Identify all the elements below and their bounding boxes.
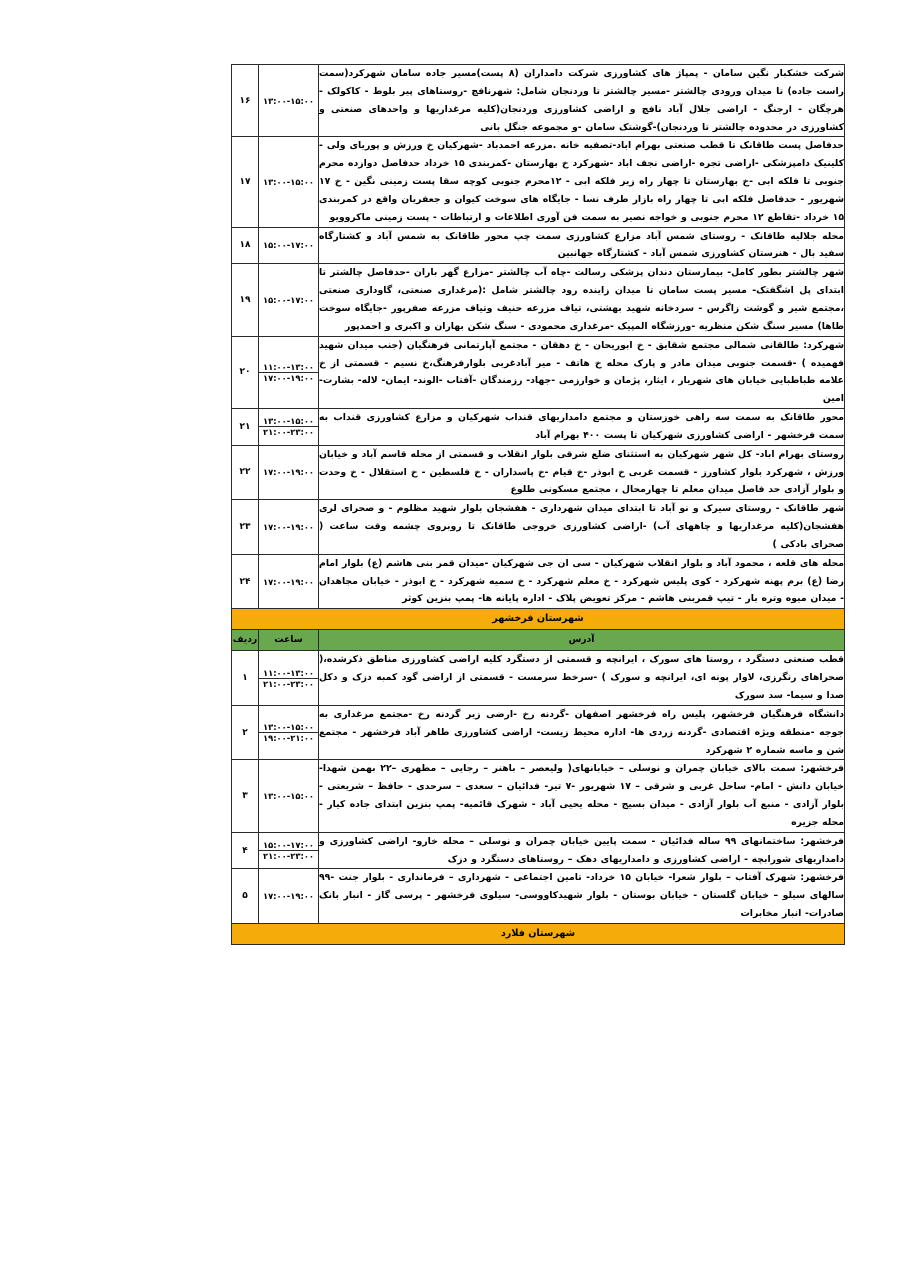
outage-time-slot: ۱۳:۰۰-۱۵:۰۰ bbox=[262, 722, 315, 733]
outage-time-slot: ۱۳:۰۰-۱۵:۰۰ bbox=[262, 416, 315, 427]
row-number: ۵ bbox=[232, 869, 259, 924]
table-row bbox=[232, 554, 845, 609]
outage-time-cell bbox=[259, 409, 319, 446]
outage-address: محله جلالیه طاقانک - روستای شمس آباد مزارع کشاورزی سمت چپ محور طاقانک به شمس آباد و کشتارگاه سفید بال - هنرستان کشاورزی شمس آباد - کشتارگاه جهانبین bbox=[319, 227, 845, 264]
outage-address: محله های قلعه ، محمود آباد و بلوار انقلاب شهرکیان - سی ان جی شهرکیان -میدان قمر بنی هاشم (ع) بلوار امام رضا (ع) برم پهنه شهرکرد - کوی پلیس شهرکرد - خ معلم شهرکرد - خ سمیه شهرکرد - خ ابوذر - خیابان مجاهدان - میدان میوه وتره بار - تیپ قمربنی هاشم - مرکز تعویض پلاک - اداره پایانه ها- پمپ بنزین کوثر bbox=[319, 554, 845, 609]
outage-time-cell bbox=[259, 705, 319, 760]
outage-address: دانشگاه فرهنگیان فرخشهر، پلیس راه فرخشهر اصفهان -گردنه رخ -ارضی زیر گردنه رخ -مجتمع مرغداری به جوجه -منطقه ویژه اقتصادی -گردنه زردی ها- اداره محیط زیست- اراضی کشاورزی طاهر آباد فرخشهر - مجتمع شن و ماسه شماره ۲ شهرکرد bbox=[319, 705, 845, 760]
outage-address: شهر چالشتر بطور کامل- بیمارستان دندان پزشکی رسالت -چاه آب چالشتر -مزارع گهر باران -حدفاصل چالشتر تا ابتدای پل اشگفتک- مسیر پست سامان تا میدان زاینده رود چالشتر شامل :(مرغداری صنعتی، گاوداری صنعتی ،مجتمع شیر و گوشت زاگرس - سردخانه شهید بهشتی، تیاف مزرعه حنیف وتیاف مزرعه صفرپور -جایگاه سوخت طاها) مسیر سنگ شکن منظریه -ورزشگاه المپیک -مرغداری محمودی - سنگ شکن بهاران و اکبری و احمدپور bbox=[319, 264, 845, 336]
outage-address: شهر طاقانک - روستای سیرک و نو آباد تا ابتدای میدان شهرداری - هفشجان بلوار شهید مظلوم - و صحرای لری هفشجان(کلیه مرغداریها و چاههای آب) -اراضی کشاورزی خروجی طاقانک تا روبروی چشمه وقت ساعت ( صحرای بادکی ) bbox=[319, 500, 845, 555]
outage-address: روستای بهرام اباد- کل شهر شهرکیان به استثنای ضلع شرقی بلوار انقلاب و قسمتی از محله قاسم آباد و خیابان ورزش ، شهرکرد بلوار کشاورز - قسمت غربی خ ابوذر -خ قیام -خ پاسداران - خ فلسطین - خ استقلال - خ وحدت و بلوار آزادی حد فاصل میدان معلم تا چهارمحال ، مجتمع مسکونی طلوع bbox=[319, 445, 845, 500]
outage-time-slot: ۱۳:۰۰-۱۵:۰۰ bbox=[259, 137, 319, 227]
row-number: ۱۶ bbox=[232, 65, 259, 137]
outage-time-cell bbox=[259, 336, 319, 408]
outage-time-slot: ۱۷:۰۰-۱۹:۰۰ bbox=[259, 500, 319, 555]
outage-time-cell bbox=[259, 651, 319, 706]
outage-time-slot: ۱۱:۰۰-۱۳:۰۰ bbox=[262, 361, 315, 372]
outage-time-slot: ۲۱:۰۰-۲۳:۰۰ bbox=[259, 850, 318, 861]
row-number: ۲۴ bbox=[232, 554, 259, 609]
table-row bbox=[232, 264, 845, 336]
table-row bbox=[232, 760, 845, 832]
outage-address: فرخشهر: سمت بالای خیابان چمران و نوسلی – خیابانهای( ولیعصر – باهنر – رجایی – مطهری –۲۲ بهمن شهدا- خیابان دانش - امام- ساحل غربی و شرقی – ۱۷ شهریور -۷ تیر- فدائیان – سعدی – سرحدی - حافظ – شریعتی - بلوار آزادی - منبع آب بلوار آزادی - میدان بسیج - محله یحیی آباد - شهرک قائمیه- پمپ بنزین ابتدای جاده کیار - محله جزیره bbox=[319, 760, 845, 832]
row-number: ۲ bbox=[232, 705, 259, 760]
outage-time-slot: ۱۹:۰۰-۲۱:۰۰ bbox=[259, 732, 318, 743]
row-number: ۱ bbox=[232, 651, 259, 706]
row-number: ۱۹ bbox=[232, 264, 259, 336]
table-row bbox=[232, 500, 845, 555]
outage-address: فرخشهر: ساختمانهای ۹۹ ساله فدائیان - سمت پایین خیابان چمران و نوسلی – محله خارو- اراضی کشاورزی و دامداریهای شورابچه - اراضی کشاورزی و دامداریهای دهک – روستاهای دستگرد و دزک bbox=[319, 832, 845, 869]
outage-time-slot: ۱۵:۰۰-۱۷:۰۰ bbox=[259, 264, 319, 336]
outage-address: فرخشهر: شهرک آفتاب – بلوار شعرا- خیابان ۱۵ خرداد- تامین اجتماعی - شهرداری – فرمانداری - بلوار جنت -۹۹ سالهای سیلو – خیابان گلستان - خیابان بوستان - بلوار شهیدکاووسی- سیلوی فرخشهر - پرسی گاز - انبار بانک صادرات- انبار مخابرات bbox=[319, 869, 845, 924]
outage-schedule-table bbox=[231, 64, 845, 945]
outage-address: محور طاقانک به سمت سه راهی خوزستان و مجتمع دامداریهای قنداب شهرکیان و مزارع کشاورزی قنداب به سمت فرخشهر - اراضی کشاورزی شهرکیان تا پست ۴۰۰ بهرام آباد bbox=[319, 409, 845, 446]
outage-address: حدفاصل پست طاقانک تا قطب صنعتی بهرام اباد-تصفیه خانه .مزرعه احمدباد -شهرکیان خ ورزش و پوریای ولی - کلینیک دامپزشکی -اراضی تجره -اراضی نجف اباد -شهرکرد خ بهارستان -کمربندی ۱۵ خرداد حدفاصل دوازده محرم جنوبی تا فلکه ابی -خ بهارستان تا چهار راه زیر فلکه ابی - ۱۲محرم جنوبی کوچه سقا پست زمینی نگین - خ ۱۷ شهریور - حدفاصل فلکه ابی تا چهار راه بازار طرف نسا - جایگاه های سوخت کیوان و جعفریان واقع در کمربندی ۱۵ خرداد -تقاطع ۱۲ محرم جنوبی و خواجه نصیر به سمت فن آوری اطلاعات و ارتباطات - پست زمینی ماکروویو bbox=[319, 137, 845, 227]
row-number: ۱۸ bbox=[232, 227, 259, 264]
row-number: ۲۲ bbox=[232, 445, 259, 500]
outage-time-slot: ۱۷:۰۰-۱۹:۰۰ bbox=[259, 869, 319, 924]
section-header-row bbox=[232, 609, 845, 630]
row-number: ۲۰ bbox=[232, 336, 259, 408]
outage-time-slot: ۲۱:۰۰-۲۳:۰۰ bbox=[259, 426, 318, 437]
section-title: شهرستان فلارد bbox=[232, 923, 845, 944]
outage-time-cell bbox=[259, 832, 319, 869]
outage-address: قطب صنعتی دستگرد ، روستا های سورک ، ایرانچه و قسمتی از دستگرد کلیه اراضی کشاورزی مناطق ذکرشده،( صحراهای رنگرزی، لاوار پونه ای، ایرانچه و سورک ) -سرخط سرمست - قسمتی از اراضی گود کمبه دزک و دکل صدا و سیما- سد سورک bbox=[319, 651, 845, 706]
column-header-row-number: ردیف bbox=[232, 630, 259, 651]
schedule-table-container bbox=[232, 64, 845, 945]
outage-address: شرکت خشکبار نگین سامان - پمپاژ های کشاورزی شرکت دامداران (۸ پست)مسیر جاده سامان شهرکرد(سمت راست جاده) تا میدان ورودی چالشتر -مسیر چالشتر تا وردنجان شامل: شهرنافچ -روستاهای پیر بلوط - کاکولک - هرچگان - ارجنگ - اراضی جلال آباد نافچ و اراضی کشاورزی وردنجان(کلیه مرغداریها و واحدهای صنعتی و کشاورزی در محدوده چالشتر تا وردنجان)-گوشتک سامان -و مجموعه جنگل بانی bbox=[319, 65, 845, 137]
row-number: ۲۳ bbox=[232, 500, 259, 555]
section-header-row bbox=[232, 923, 845, 944]
outage-time-slot: ۱۷:۰۰-۱۹:۰۰ bbox=[259, 554, 319, 609]
outage-time-slot: ۱۵:۰۰-۱۷:۰۰ bbox=[262, 840, 315, 851]
table-row bbox=[232, 651, 845, 706]
table-row bbox=[232, 832, 845, 869]
row-number: ۲۱ bbox=[232, 409, 259, 446]
outage-time-slot: ۱۳:۰۰-۱۵:۰۰ bbox=[259, 760, 319, 832]
outage-time-slot: ۱۷:۰۰-۱۹:۰۰ bbox=[259, 372, 318, 383]
outage-time-slot: ۱۳:۰۰-۱۵:۰۰ bbox=[259, 65, 319, 137]
row-number: ۱۷ bbox=[232, 137, 259, 227]
table-row bbox=[232, 409, 845, 446]
row-number: ۳ bbox=[232, 760, 259, 832]
section-title: شهرستان فرخشهر bbox=[232, 609, 845, 630]
outage-time-slot: ۱۷:۰۰-۱۹:۰۰ bbox=[259, 445, 319, 500]
table-row bbox=[232, 336, 845, 408]
table-row bbox=[232, 227, 845, 264]
outage-time-slot: ۱۵:۰۰-۱۷:۰۰ bbox=[259, 227, 319, 264]
table-row bbox=[232, 137, 845, 227]
table-row bbox=[232, 445, 845, 500]
outage-address: شهرکرد: طالقانی شمالی مجتمع شقایق - خ ابوریحان - خ دهقان - مجتمع آپارتمانی فرهنگیان (جنب میدان شهید فهمیده ) -قسمت جنوبی میدان مادر و پارک محله خ هاتف - میر آبادغربی بلوارفرهنگ،خ نسیم - قسمتی از خ علامه طباطبایی خیابان های شهریار ، ایثار، پژمان و خوارزمی -جهاد- رزمندگان -آفتاب -الوند- ایمان- لاله- بشارت- امین bbox=[319, 336, 845, 408]
row-number: ۴ bbox=[232, 832, 259, 869]
table-row bbox=[232, 869, 845, 924]
outage-time-slot: ۱۱:۰۰-۱۳:۰۰ bbox=[262, 667, 315, 678]
table-row bbox=[232, 65, 845, 137]
column-header-time: ساعت bbox=[259, 630, 319, 651]
table-row bbox=[232, 705, 845, 760]
column-header-address: آدرس bbox=[319, 630, 845, 651]
outage-time-slot: ۲۱:۰۰-۲۳:۰۰ bbox=[259, 678, 318, 689]
column-header-row bbox=[232, 630, 845, 651]
